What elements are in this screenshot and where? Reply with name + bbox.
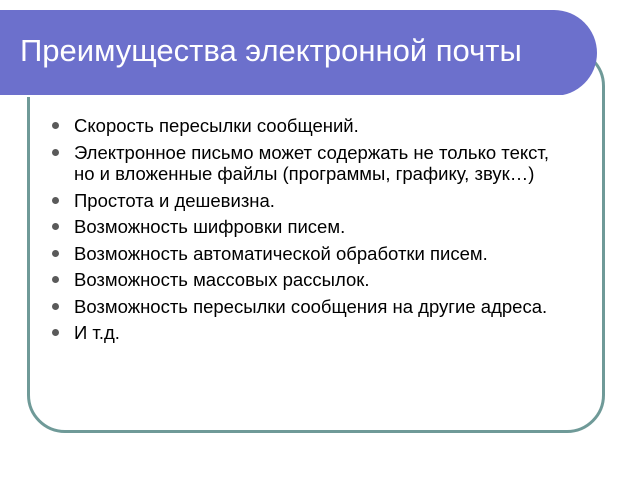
bullet-text: Электронное письмо может содержать не только текст, но и вложенные файлы (программы, графику, звук…): [74, 141, 549, 184]
bullet-icon: [52, 250, 59, 257]
bullet-item-attachments: [50, 142, 570, 185]
bullet-item-mass-mailing: [50, 269, 570, 291]
bullet-item-automatic-processing: [50, 243, 570, 265]
bullet-icon: [52, 303, 59, 310]
bullet-item-speed: [50, 115, 570, 137]
bullet-item-encryption: [50, 216, 570, 238]
bullet-item-simplicity: [50, 190, 570, 212]
bullet-item-etc: [50, 322, 570, 344]
title-bar: [0, 10, 597, 96]
bullet-text: Возможность пересылки сообщения на другие адреса.: [74, 295, 548, 317]
bullet-icon: [52, 197, 59, 204]
bullet-text: Возможность массовых рассылок.: [74, 269, 370, 290]
bullet-text: Скорость пересылки сообщений.: [74, 115, 359, 136]
bullet-icon: [52, 329, 59, 336]
title-underline: [0, 95, 568, 97]
bullet-text: И т.д.: [74, 322, 120, 343]
bullet-icon: [52, 122, 59, 129]
bullet-icon: [52, 276, 59, 283]
bullet-icon: [52, 149, 59, 156]
bullet-text: Возможность автоматической обработки писем.: [74, 242, 488, 264]
bullet-text: Возможность шифровки писем.: [74, 216, 346, 237]
bullet-list: [50, 115, 570, 349]
bullet-item-forwarding: [50, 296, 570, 318]
bullet-icon: [52, 223, 59, 230]
bullet-text: Простота и дешевизна.: [74, 189, 275, 211]
slide-title: Преимущества электронной почты: [20, 33, 522, 68]
